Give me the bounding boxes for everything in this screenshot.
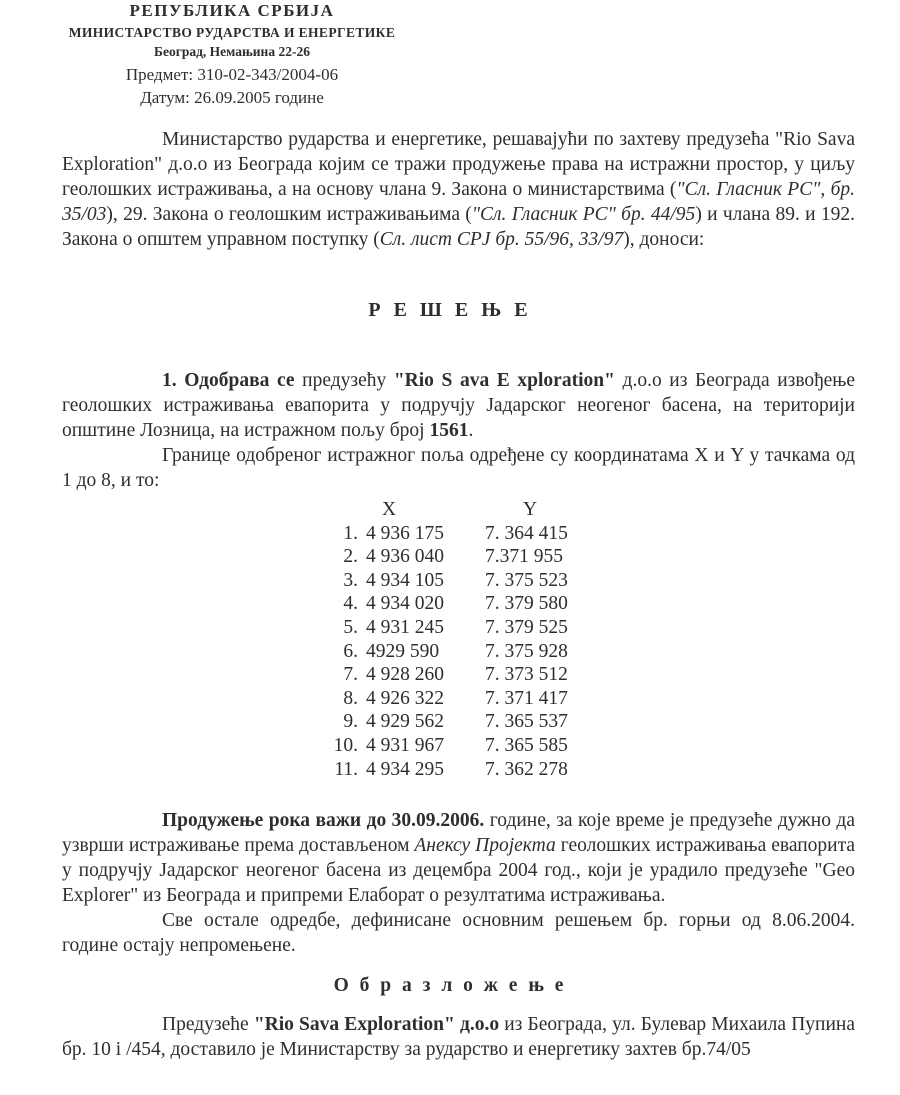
y-value: 7. 375 523 [485, 569, 568, 591]
decision-heading: Р Е Ш Е Њ Е [368, 299, 532, 321]
y-value: 7.371 955 [485, 546, 563, 568]
coordinate-row [322, 592, 900, 616]
point-number: 6. [343, 640, 358, 662]
column-header-y: Y [522, 499, 538, 520]
coordinate-row [322, 663, 900, 687]
subject-line: Предмет: 310-02-343/2004-06 [125, 65, 339, 84]
coordinate-row [322, 687, 900, 711]
y-value: 7. 364 415 [485, 522, 568, 544]
coordinates-header-row [322, 498, 900, 522]
intro-run: Министарство рударства и енергетике, решавајући по захтеву предузећа "Rio Sava Exploration" д.о.о из Београда којим се тражи продужење права на истражни простор, у циљу геолошких истраживања, а на основу члана 9. Закона о министарствима ( [62, 129, 855, 200]
x-value: 4 934 295 [366, 758, 444, 780]
x-value: 4929 590 [366, 640, 440, 662]
rationale-run: Предузеће [162, 1014, 254, 1036]
x-value: 4 931 245 [366, 616, 444, 638]
x-value: 4 928 260 [366, 664, 444, 686]
y-value: 7. 365 585 [485, 734, 568, 756]
y-value: 7. 375 928 [485, 640, 568, 662]
coordinate-row [322, 616, 900, 640]
coordinate-row [322, 545, 900, 569]
approval-run: д.о.о из Београда извођење геолошких истраживања евапорита у подручју Јадарског неогеног басена, на територији општине Лозница, на истражном пољу број [62, 370, 855, 441]
point-number: 1. [343, 522, 358, 544]
approval-run: . [468, 420, 474, 441]
point-number: 7. [343, 664, 358, 686]
extension-paragraph [62, 808, 855, 908]
boundaries-paragraph: Границе одобреног истражног поља одређене су координатама X и Y у тачкама од 1 до 8, и то: [62, 445, 855, 491]
company-name: "Rio S ava E xploration" [393, 370, 615, 391]
coordinate-row [322, 569, 900, 593]
x-value: 4 929 562 [366, 711, 444, 733]
rationale-heading: О б р а з л о ж е њ е [333, 975, 567, 997]
point-number: 4. [343, 593, 358, 615]
date-line: Датум: 26.09.2005 године [140, 88, 324, 107]
intro-run: ), 29. Закона о геолошким истраживањима ( [106, 204, 472, 225]
country-line: РЕПУБЛИКА СРБИЈА [129, 1, 335, 20]
y-value: 7. 379 525 [485, 616, 568, 638]
gazette-ref: "Сл. Гласник РС", бр. 35/03 [62, 179, 855, 225]
intro-paragraph [62, 127, 855, 252]
x-value: 4 936 175 [366, 522, 444, 544]
point-number: 11. [334, 758, 358, 780]
letterhead [64, 0, 400, 108]
approval-paragraph [62, 368, 855, 443]
point-number: 8. [343, 687, 358, 709]
coordinate-row [322, 710, 900, 734]
gazette-ref: "Сл. Гласник РС" бр. 44/95 [471, 204, 696, 225]
ministry-line: МИНИСТАРСТВО РУДАРСТВА И ЕНЕРГЕТИКЕ [68, 25, 396, 40]
intro-run: ) и члана 89. и 192. Закона о општем управном поступку ( [62, 204, 855, 250]
y-value: 7. 362 278 [485, 758, 568, 780]
point-number: 3. [343, 569, 358, 591]
rationale-run: из Београда, ул. Булевар Михаила Пупина бр. 10 i /454, доставило је Министарству за рударство и енергетику захтев бр.74/05 [62, 1014, 855, 1061]
deadline-emphasis: Продужење рока важи до 30.09.2006. [162, 810, 485, 832]
x-value: 4 936 040 [366, 546, 444, 568]
company-name: "Rio Sava Exploration" д.о.о [253, 1014, 500, 1036]
coordinate-row [322, 758, 900, 782]
gazette-ref: Сл. лист СРЈ бр. 55/96, 33/97 [379, 229, 624, 250]
coordinate-row [322, 522, 900, 546]
intro-run: ), доноси: [623, 229, 705, 250]
approval-run: предузећу [294, 370, 394, 391]
x-value: 4 926 322 [366, 687, 444, 709]
y-value: 7. 379 580 [485, 593, 568, 615]
x-value: 4 934 020 [366, 593, 444, 615]
y-value: 7. 373 512 [485, 664, 568, 686]
coordinate-row [322, 640, 900, 664]
column-header-x: X [382, 499, 397, 520]
annex-reference: Анексу Пројекта [414, 835, 556, 857]
x-value: 4 931 967 [366, 734, 444, 756]
approval-emphasis: 1. Одобрава се [162, 370, 295, 391]
field-number: 1561 [429, 420, 469, 441]
provisions-paragraph: Све остале одредбе, дефинисане основним решењем бр. горњи од 8.06.2004. године остају непромењене. [62, 910, 855, 957]
point-number: 5. [343, 616, 358, 638]
rationale-paragraph [62, 1012, 855, 1062]
point-number: 10. [333, 734, 358, 756]
x-value: 4 934 105 [366, 569, 444, 591]
y-value: 7. 371 417 [485, 687, 568, 709]
address-line: Београд, Немањина 22-26 [154, 44, 310, 59]
coordinate-row [322, 734, 900, 758]
y-value: 7. 365 537 [485, 711, 568, 733]
point-number: 9. [343, 711, 358, 733]
coordinates-table [322, 498, 900, 781]
extension-run: геолошких истраживања евапорита у подручју Јадарског неогеног басена из децембра 2004 год., који је урадило предузеће "Geo Explorer" из Београда и припреми Елаборат о резултатима истраживања. [62, 835, 856, 907]
extension-run: године, за које време је предузеће дужно да узврши истраживање према достављеном [62, 810, 855, 857]
point-number: 2. [343, 546, 358, 568]
